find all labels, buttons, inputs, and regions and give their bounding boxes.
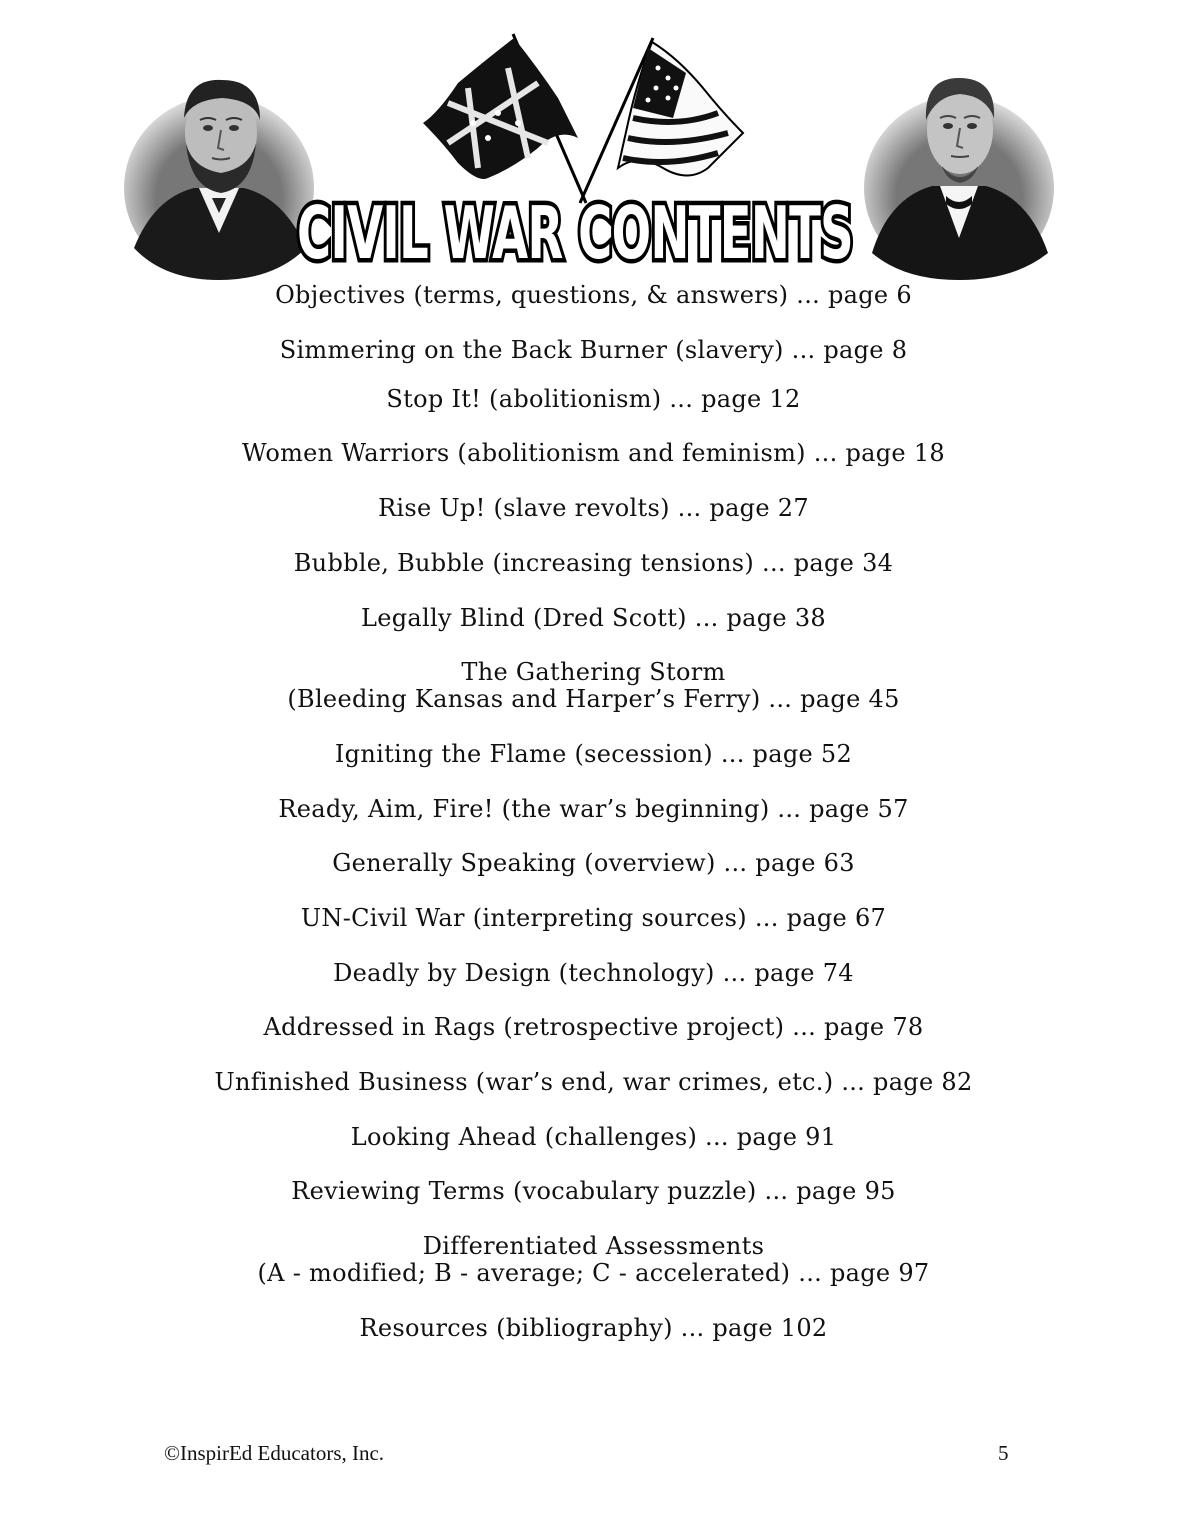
toc-entry-text: Looking Ahead (challenges) ... page 91 <box>350 1123 837 1151</box>
copyright-notice: ©InspirEd Educators, Inc. <box>164 1441 385 1465</box>
toc-entry-subtext: (A - modified; B - average; C - accelerated) ... page 97 <box>257 1259 930 1287</box>
toc-entry-text: Addressed in Rags (retrospective project) ... page 78 <box>263 1013 924 1041</box>
toc-entry <box>100 605 1087 632</box>
toc-entry-subtext: (Bleeding Kansas and Harper’s Ferry) ... page 45 <box>287 685 900 713</box>
toc-entry <box>100 741 1087 768</box>
page-number: 5 <box>998 1441 1009 1465</box>
toc-entry <box>100 796 1087 823</box>
toc-entry-text: Igniting the Flame (secession) ... page 52 <box>334 740 853 768</box>
toc-entry-text: Deadly by Design (technology) ... page 74 <box>333 959 854 987</box>
toc-entry-text: Rise Up! (slave revolts) ... page 27 <box>378 494 809 522</box>
toc-entry <box>100 1069 1087 1096</box>
toc-entry <box>100 905 1087 932</box>
toc-entry <box>100 1124 1087 1151</box>
toc-entry <box>100 282 1087 309</box>
toc-entry <box>100 1233 1087 1287</box>
toc-entry-text: UN-Civil War (interpreting sources) ... page 67 <box>300 904 887 932</box>
toc-entry <box>100 386 1087 413</box>
toc-entry-text: Ready, Aim, Fire! (the war’s beginning) ... page 57 <box>278 795 909 823</box>
toc-entry-text: Legally Blind (Dred Scott) ... page 38 <box>361 604 826 632</box>
toc-entry-text: Differentiated Assessments <box>422 1232 765 1260</box>
toc-entry-text: Generally Speaking (overview) ... page 63 <box>332 849 855 877</box>
toc-entry-text: Resources (bibliography) ... page 102 <box>359 1314 828 1342</box>
toc-entry-text: Unfinished Business (war’s end, war crimes, etc.) ... page 82 <box>214 1068 973 1096</box>
toc-entry <box>100 1178 1087 1205</box>
toc-entry-text: Women Warriors (abolitionism and feminism) ... page 18 <box>242 439 945 467</box>
toc-entry <box>100 440 1087 467</box>
toc-entry-text: Stop It! (abolitionism) ... page 12 <box>386 385 801 413</box>
toc-entry <box>100 850 1087 877</box>
toc-entry-text: The Gathering Storm <box>461 658 726 686</box>
toc-entry-text: Simmering on the Back Burner (slavery) ... page 8 <box>279 336 908 364</box>
toc-entry-text: Objectives (terms, questions, & answers) ... page 6 <box>275 281 912 309</box>
toc-entry-text: Reviewing Terms (vocabulary puzzle) ... page 95 <box>291 1177 896 1205</box>
page-title-text: CIVIL WAR CONTENTS <box>297 191 853 275</box>
toc-entry <box>100 960 1087 987</box>
toc-entry <box>100 495 1087 522</box>
toc-entry <box>100 659 1087 713</box>
toc-entry <box>100 1014 1087 1041</box>
toc-entry <box>100 1315 1087 1342</box>
toc-entry <box>100 337 1087 364</box>
toc-entry <box>100 550 1087 577</box>
toc-entry-text: Bubble, Bubble (increasing tensions) ... page 34 <box>293 549 894 577</box>
